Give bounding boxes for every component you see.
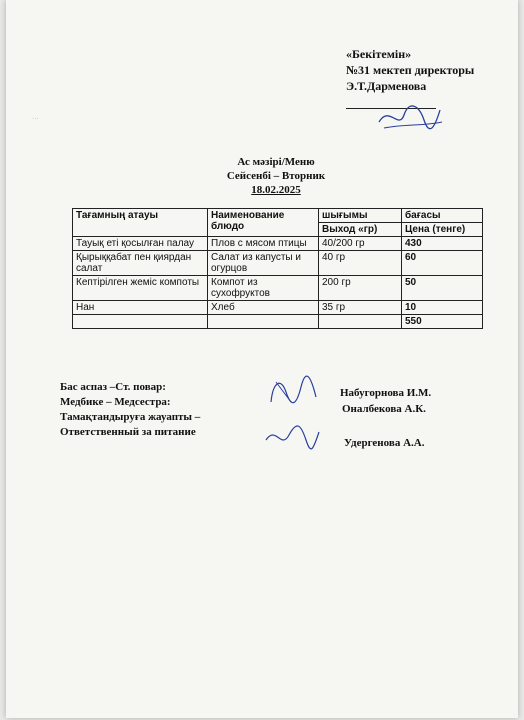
table-row	[73, 251, 483, 276]
nurse-role: Медбике – Медсестра:	[60, 396, 171, 408]
responsible-role-kz: Тамақтандыруға жауапты –	[60, 411, 201, 423]
dish-yield: 200 гр	[319, 276, 402, 301]
dish-name-ru: Салат из капусты и огурцов	[208, 251, 319, 276]
table-row	[73, 237, 483, 251]
responsible-signature-icon	[261, 420, 321, 456]
dish-price: 50	[402, 276, 483, 301]
responsible-role-ru: Ответственный за питание	[60, 426, 196, 438]
document-page	[6, 0, 518, 718]
table-header-row	[73, 209, 483, 223]
dish-name-ru: Компот из сухофруктов	[208, 276, 319, 301]
dish-price: 60	[402, 251, 483, 276]
bleed-through-text: ...	[32, 116, 39, 125]
responsible-name: Удергенова А.А.	[344, 437, 425, 449]
empty-cell	[73, 315, 208, 329]
dish-name-kz: Нан	[73, 301, 208, 315]
col-header-price-ru: Цена (тенге)	[402, 223, 483, 237]
menu-header	[206, 155, 346, 197]
dish-price: 430	[402, 237, 483, 251]
director-signature-icon	[374, 100, 444, 136]
dish-yield: 35 гр	[319, 301, 402, 315]
signature-roles	[60, 380, 200, 440]
col-header-yield-ru: Выход «гр)	[319, 223, 402, 237]
cook-role: Бас аспаз –Ст. повар:	[60, 381, 166, 393]
approval-position: №31 мектеп директоры	[346, 63, 475, 77]
menu-title: Ас мәзірі/Меню	[237, 156, 315, 168]
table-row	[73, 276, 483, 301]
table-row	[73, 301, 483, 315]
menu-table	[72, 208, 483, 329]
table-total-row	[73, 315, 483, 329]
col-header-name-kz: Тағамның атауы	[73, 209, 208, 237]
total-price: 550	[402, 315, 483, 329]
approval-name: Э.Т.Дарменова	[346, 79, 427, 93]
dish-name-kz: Тауық еті қосылған палау	[73, 237, 208, 251]
col-header-name-ru: Наименование блюдо	[208, 209, 319, 237]
cook-name: Набугорнова И.М.	[340, 387, 432, 399]
empty-cell	[208, 315, 319, 329]
menu-date: 18.02.2025	[251, 184, 301, 196]
dish-price: 10	[402, 301, 483, 315]
dish-name-ru: Плов с мясом птицы	[208, 237, 319, 251]
col-header-price-kz: бағасы	[402, 209, 483, 223]
dish-name-ru: Хлеб	[208, 301, 319, 315]
dish-yield: 40/200 гр	[319, 237, 402, 251]
approval-title: «Бекітемін»	[346, 47, 412, 61]
nurse-name: Оналбекова А.К.	[342, 403, 426, 415]
empty-cell	[319, 315, 402, 329]
dish-name-kz: Қырыққабат пен қиярдан салат	[73, 251, 208, 276]
col-header-yield-kz: шығымы	[319, 209, 402, 223]
cook-signature-icon	[261, 372, 321, 412]
menu-day: Сейсенбі – Вторник	[226, 170, 326, 182]
dish-name-kz: Кептірілген жеміс компоты	[73, 276, 208, 301]
dish-yield: 40 гр	[319, 251, 402, 276]
